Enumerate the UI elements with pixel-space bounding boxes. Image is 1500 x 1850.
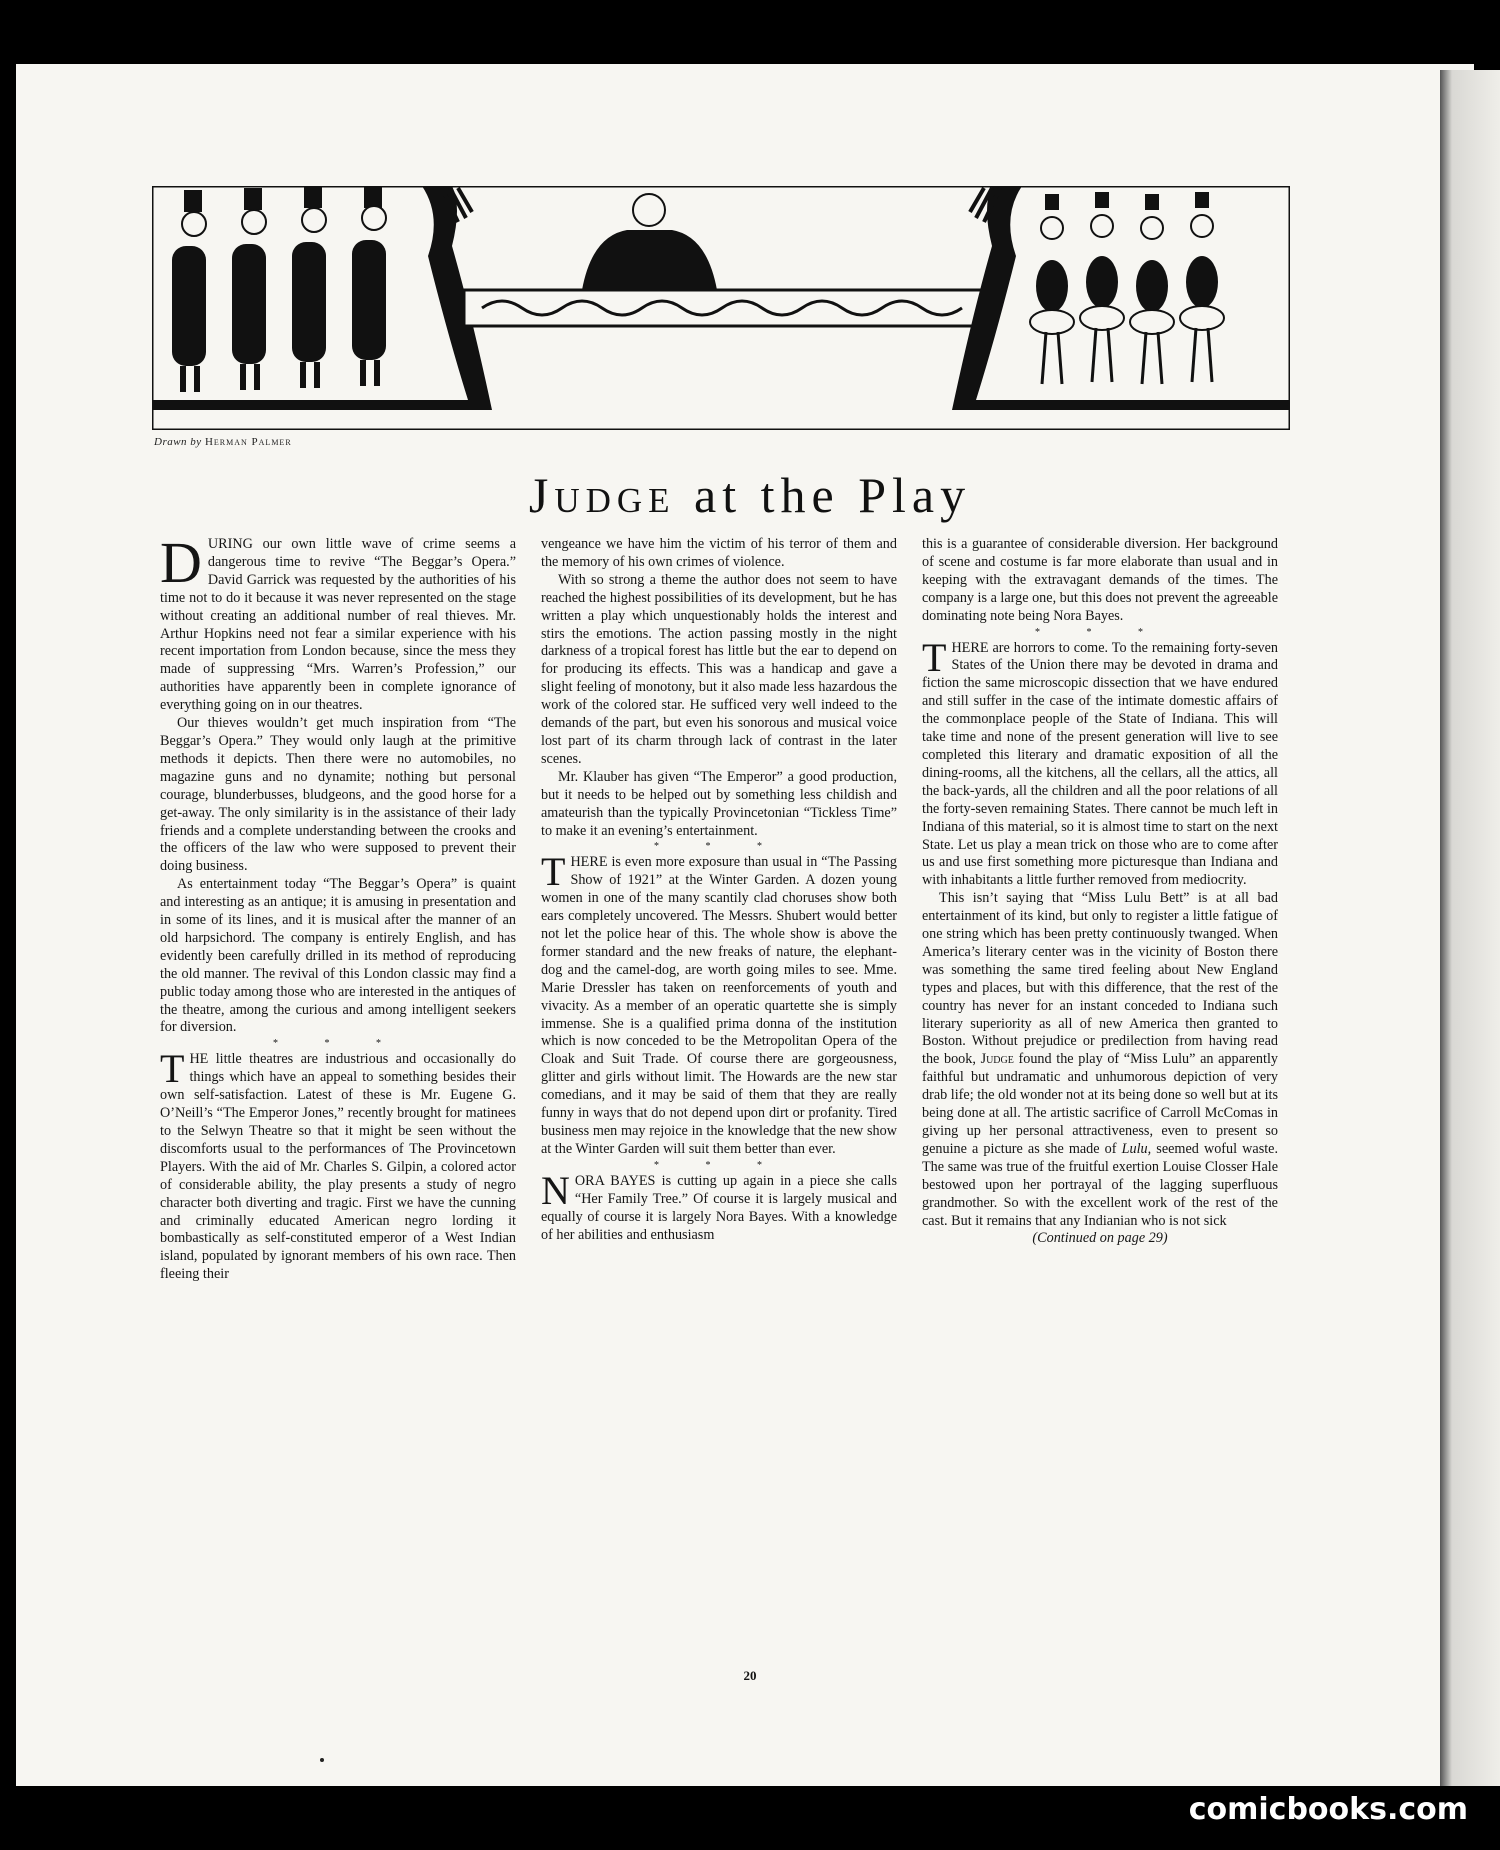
article-column-2	[541, 536, 897, 1244]
article-title	[0, 466, 1500, 524]
drop-cap: T	[160, 1046, 185, 1092]
article-column-3	[922, 536, 1278, 1248]
paragraph: Our thieves wouldn’t get much inspiration from “The Beggar’s Opera.” They would only laugh at the primitive methods it depicts. Then there were no automobiles, no magazine guns and no dynamite; nothing but personal courage, blunderbusses, bludgeons, and the good horse for a get-away. The only similarity is in the assistance of their lady friends and a complete understanding between the crooks and the officers of the law who were supposed to prevent their doing business.	[160, 715, 516, 875]
paragraph: vengeance we have him the victim of his terror of them and the memory of his own crimes of violence.	[541, 536, 897, 570]
paragraph: this is a guarantee of considerable diversion. Her background of scene and costume is far more elaborate than usual and in keeping with the extravagant demands of the times. The company is a large one, but this does not prevent the agreeable dominating note being Nora Bayes.	[922, 536, 1278, 624]
paragraph-nora-bayes: NORA BAYES is cutting up again in a piece she calls “Her Family Tree.” Of course it is largely musical and equally of course it is largely Nora Bayes. With a knowledge of her abilities and enthusiasm	[541, 1167, 897, 1243]
section-separator: * * *	[654, 1159, 784, 1171]
paragraph: With so strong a theme the author does not seem to have reached the highest possibilities of its development, but he has written a play which unquestionably holds the interest and stirs the emotions. The action passing mostly in the night darkness of a tropical forest has little but the ear to depend on for producing its effects. This was a handicap and gave a slight feeling of monotony, but it also made less hazardous the work of the colored star. He sufficed very well indeed to the demands of the part, but even his sonorous and musical voice lost part of its charm through lack of contrast in the later scenes.	[541, 571, 897, 767]
paragraph: As entertainment today “The Beggar’s Opera” is quaint and interesting as an antique; it is amusing in presentation and in some of its lines, and it is musical after the manner of an old harpsichord. The company is entirely English, and has evidently been carefully drilled in its method of reproducing the old manner. The revival of this London classic may find a public today among those who are interested in the antiques of the theatre, among the curious and among intelligent seekers for diversion.	[160, 876, 516, 1036]
print-speck	[320, 1758, 324, 1762]
section-separator: * * *	[1035, 626, 1165, 638]
paragraph-emperor-jones: THE little theatres are industrious and occasionally do things which have an appeal to something besides their own self-satisfaction. Latest of these is Mr. Eugene G. O’Neill’s “The Emperor Jones,” recently brought for matinees to the Selwyn Theatre so that it might be seen without the discomforts usual to the performances of The Provincetown Players. With the aid of Mr. Charles S. Gilpin, a colored actor of considerable ability, the play presents a study of negro character both diverting and tragic. First we have the cunning and criminally educated American negro lording it bombastically as self-constituted emperor of a West Indian island, populated by ignorant members of his own race. Then fleeing their	[160, 1046, 516, 1283]
illustration-credit: Drawn by Herman Palmer	[154, 436, 292, 448]
paragraph-horrors-to-come: THERE are horrors to come. To the remaining forty-seven States of the Union there may be devoted in drama and fiction the same microscopic dissection that we have endured and still suffer in the case of the intimate domestic affairs of the commonplace people of the State of Indiana. This will take time and none of the present generation will live to see completed this literary and dramatic exposition of all the dining-rooms, all the kitchens, all the cellars, all the attics, all the back-yards, all the children and all the poor relations of all the forty-seven remaining States. There cannot be much left in Indiana of this material, so it is almost time to start on the next State. Let us play a mean trick on those who are to come after us and use first something more picturesque than Indiana and with inhabitants a little further removed from mediocrity.	[922, 634, 1278, 889]
drop-cap: T	[922, 634, 947, 680]
box-seat	[464, 290, 984, 326]
drop-cap: N	[541, 1167, 570, 1213]
paragraph: Mr. Klauber has given “The Emperor” a good production, but it needs to be helped out by something less childish and amateurish than the typically Provincetonian “Tickless Time” to make it an evening’s entertainment.	[541, 768, 897, 839]
drop-cap: T	[541, 849, 566, 895]
next-page-edge	[1440, 70, 1500, 1786]
page-number: 20	[743, 1668, 757, 1683]
drop-cap: D	[160, 530, 202, 595]
article-column-1	[160, 530, 516, 1284]
header-illustration	[152, 186, 1290, 430]
paragraph-beggars-opera-intro: DURING our own little wave of crime seems a dangerous time to revive “The Beggar’s Opera.” David Garrick was requested by the authorities of his time not to do it because it was never represented on the stage without creating an additional number of real thieves. Mr. Arthur Hopkins need not fear a similar experience with his recent importation from London because, since the mess they made of suppressing “Mrs. Warren’s Profession,” our authorities have apparently been in complete ignorance of everything going on in our theatres.	[160, 530, 516, 714]
title-judge: Judge	[528, 467, 676, 523]
paragraph-miss-lulu-bett: This isn’t saying that “Miss Lulu Bett” is at all bad entertainment of its kind, but only to register a little fatigue of one string which has been pretty continuously twanged. When America’s literary center was in the vicinity of Boston there was something the same tired feeling about New England types and places, but with this difference, that the rest of the country has never for an instant conceded to Indiana such literary superiority as all of new America then granted to Boston. Without prejudice or predilection from having read the book, Judge found the play of “Miss Lulu” an apparently faithful but undramatic and unhumorous depiction of very drab life; the old wonder not at its being done so well but at its being done at all. The artistic sacrifice of Carroll McComas in giving up her personal attractiveness, even to present so genuine a picture as she made of Lulu, seemed woful waste. The same was true of the fruitful exertion Louise Closser Hale bestowed upon her portrayal of the lagging superfluous grandmother. So with the excellent work of the rest of the cast. But it remains that any Indianian who is not sick	[922, 890, 1278, 1229]
title-rest: at the Play	[694, 467, 972, 523]
paragraph-passing-show: THERE is even more exposure than usual in “The Passing Show of 1921” at the Winter Garden. A dozen young women in one of the many scantily clad choruses show both ears completely uncovered. The Messrs. Shubert would better not let the police hear of this. The whole show is above the former standard and the new freaks of nature, the elephant-dog and the camel-dog, are worth going miles to see. Mme. Marie Dressler has taken on reenforcements of youth and vivacity. As a member of an operatic quartette she is simply immense. She is a qualified prima donna of the institution which is now conceded to be the Metropolitan Opera of the Cloak and Suit Trade. Of course there are gorgeousness, glitter and girls without limit. The Howards are the new star comedians, and it may be said of them that they are really funny in ways that do not depend upon dirt or profanity. Tired business men may rejoice in the knowledge that the new show at the Winter Garden will suit them better than ever.	[541, 849, 897, 1157]
watermark: comicbooks.com	[1188, 1792, 1468, 1827]
continued-note: (Continued on page 29)	[1032, 1230, 1168, 1247]
section-separator: * * *	[654, 841, 784, 853]
section-separator: * * *	[273, 1038, 403, 1050]
